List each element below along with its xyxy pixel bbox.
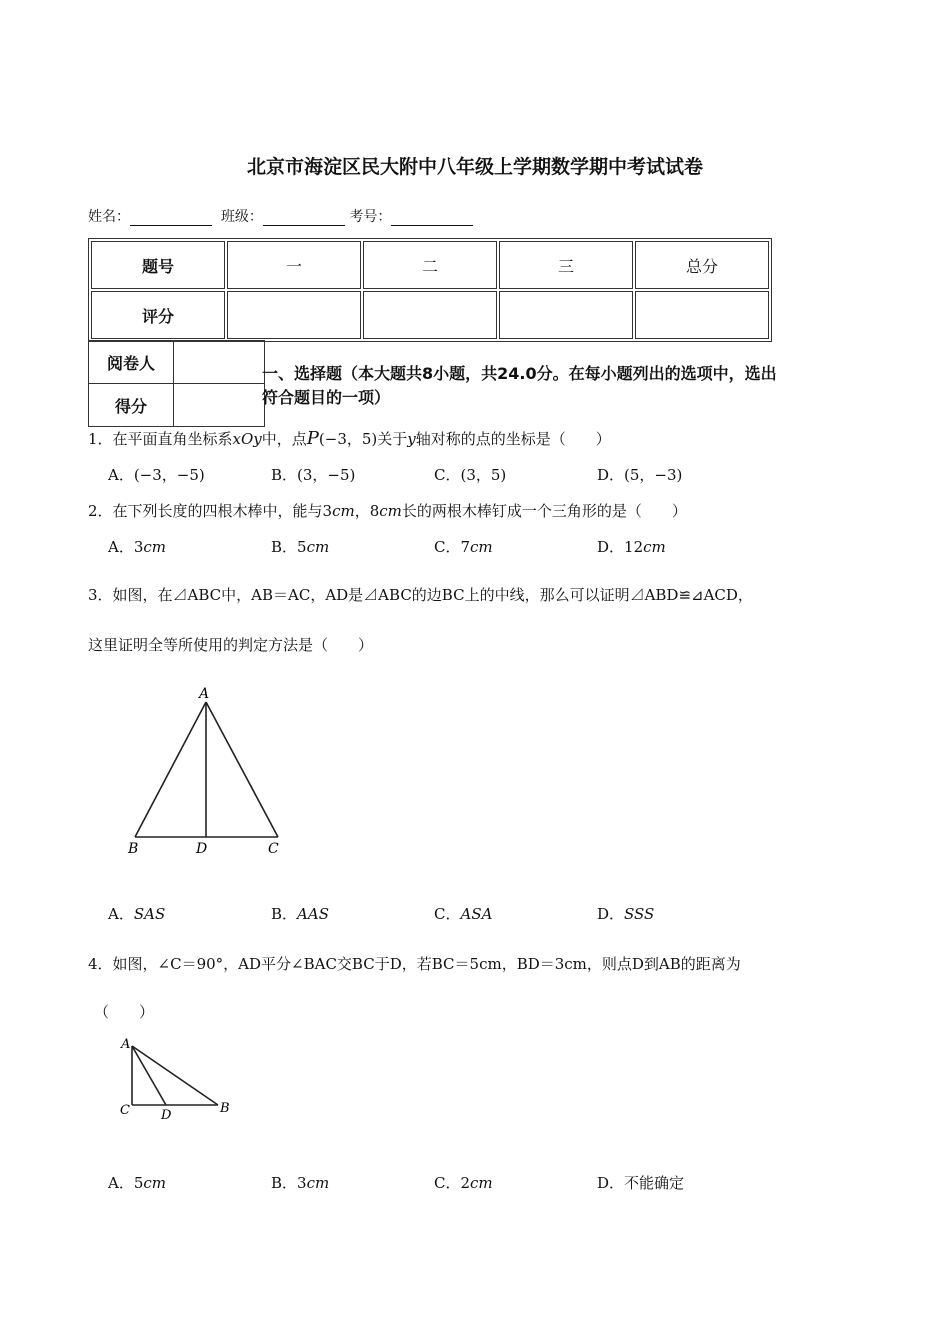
score-cell[interactable] (227, 291, 361, 339)
bisector-ad (132, 1046, 166, 1105)
q4-triangle-figure (112, 1032, 242, 1127)
score-cell[interactable] (363, 291, 497, 339)
q1-option-c[interactable]: C．(3，5) (434, 466, 507, 484)
q3-option-d[interactable]: D．SSS (597, 905, 655, 923)
question-4-stem-line2: （ ） (94, 1003, 155, 1021)
stem-text: (−3，5)关于 (318, 430, 408, 448)
vertex-label-b: B (220, 1101, 230, 1116)
q3-triangle-figure (120, 680, 300, 860)
score-row-label: 评分 (91, 291, 225, 339)
question-3-stem-line1: 3．如图，在⊿ABC中，AB＝AC，AD是⊿ABC的边BC上的中线，那么可以证明⊿ABD≌⊿ACD， (88, 586, 753, 604)
vertex-label-d: D (161, 1108, 172, 1123)
stem-text: 长的两根木棒钉成一个三角形的是（ ） (401, 502, 687, 520)
q2-option-a[interactable]: A．3cm (108, 538, 167, 556)
math-var: y (407, 430, 416, 448)
class-label: 班级： (220, 209, 263, 225)
score-table-header-row (91, 241, 769, 289)
question-2-stem (88, 500, 687, 521)
stem-text: 轴对称的点的坐标是（ ） (415, 430, 611, 448)
page-title: 北京市海淀区民大附中八年级上学期数学期中考试试卷 (246, 156, 703, 178)
stem-text: 1．在平面直角坐标系 (88, 430, 233, 448)
vertex-label-a: A (199, 686, 210, 702)
q3-option-b[interactable]: B．AAS (271, 905, 329, 923)
q1-option-a[interactable]: A．(−3，−5) (108, 466, 205, 484)
student-info (88, 206, 473, 226)
math-var: xOy (232, 430, 262, 448)
q4-option-b[interactable]: B．3cm (271, 1174, 330, 1192)
reviewer-label: 阅卷人 (89, 341, 174, 384)
score-header-cell: 一 (227, 241, 361, 289)
class-blank[interactable] (263, 211, 345, 226)
math-var: P (306, 428, 319, 449)
score-cell[interactable] (499, 291, 633, 339)
score-header-cell: 三 (499, 241, 633, 289)
section-heading: 一、选择题（本大题共8小题，共24.0分。在每小题列出的选项中，选出符合题目的一项） (262, 364, 777, 407)
score-header-cell: 题号 (91, 241, 225, 289)
grader-table (88, 340, 265, 427)
question-4-stem-line1: 4．如图，∠C＝90°，AD平分∠BAC交BC于D，若BC＝5cm，BD＝3cm，则点D到AB的距离为 (88, 955, 741, 973)
q1-option-b[interactable]: B．(3，−5) (271, 466, 356, 484)
exam-no-label: 考号： (349, 209, 392, 225)
score-cell[interactable] (635, 291, 769, 339)
vertex-label-b: B (128, 841, 139, 857)
stem-text: ，8 (354, 502, 380, 520)
question-3-stem-line2: 这里证明全等所使用的判定方法是（ ） (88, 636, 374, 654)
grader-score-cell[interactable] (174, 384, 265, 427)
q3-option-c[interactable]: C．ASA (434, 905, 493, 923)
edge-ac (206, 702, 278, 837)
score-table (88, 238, 772, 342)
score-header-cell: 二 (363, 241, 497, 289)
q2-option-b[interactable]: B．5cm (271, 538, 330, 556)
vertex-label-a: A (121, 1037, 131, 1052)
question-1-stem (88, 428, 611, 449)
stem-text: 中，点 (261, 430, 307, 448)
q1-option-d[interactable]: D．(5，−3) (597, 466, 683, 484)
q4-option-d[interactable]: D．不能确定 (597, 1174, 685, 1192)
math-unit: cm (379, 502, 402, 520)
q4-option-a[interactable]: A．5cm (108, 1174, 167, 1192)
score-header-cell: 总分 (635, 241, 769, 289)
q4-option-c[interactable]: C．2cm (434, 1174, 493, 1192)
q3-option-a[interactable]: A．SAS (108, 905, 166, 923)
stem-text: 2．在下列长度的四根木棒中，能与3 (88, 502, 333, 520)
name-blank[interactable] (130, 211, 212, 226)
vertex-label-c: C (268, 841, 279, 857)
math-unit: cm (332, 502, 355, 520)
name-label: 姓名： (88, 209, 130, 225)
vertex-label-c: C (120, 1103, 130, 1118)
grader-score-label: 得分 (89, 384, 174, 427)
exam-no-blank[interactable] (391, 211, 473, 226)
reviewer-cell[interactable] (174, 341, 265, 384)
edge-ab (132, 1046, 218, 1105)
q2-option-d[interactable]: D．12cm (597, 538, 666, 556)
score-table-score-row (91, 291, 769, 339)
vertex-label-d: D (196, 841, 208, 857)
edge-ab (135, 702, 206, 837)
q2-option-c[interactable]: C．7cm (434, 538, 493, 556)
